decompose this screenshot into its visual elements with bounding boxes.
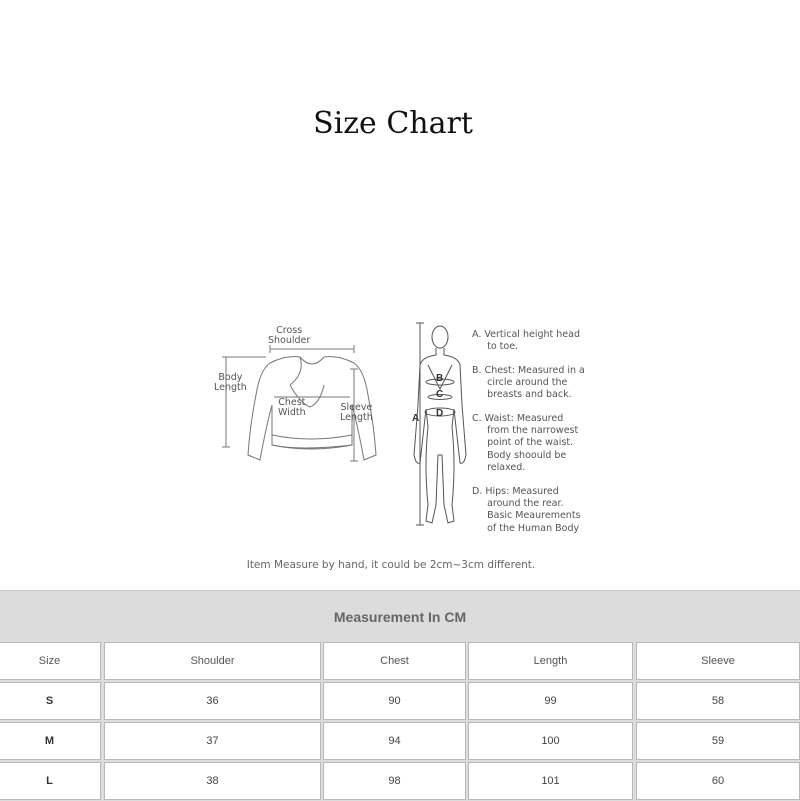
cross-shoulder-label: Cross Shoulder <box>268 325 311 346</box>
legend-b: B. Chest: Measured in a circle around the breasts and back. <box>472 365 585 401</box>
sleeve-length-label: Sleeve Length <box>340 402 373 423</box>
legend-a: A. Vertical height head to toe. <box>472 329 580 353</box>
column-header-shoulder: Shoulder <box>104 642 321 680</box>
table-cell-size: L <box>0 762 101 800</box>
measurement-table <box>0 590 800 801</box>
table-cell-chest: 94 <box>323 722 466 760</box>
table-cell-length: 100 <box>468 722 633 760</box>
body-letter-b: B <box>436 373 444 384</box>
table-cell-size: S <box>0 682 101 720</box>
table-cell-shoulder: 36 <box>104 682 321 720</box>
column-header-chest: Chest <box>323 642 466 680</box>
column-header-length: Length <box>468 642 633 680</box>
legend-d: D. Hips: Measured around the rear. Basic Meaurements of the Human Body <box>472 486 581 534</box>
table-cell-shoulder: 37 <box>104 722 321 760</box>
table-heading: Measurement In CM <box>333 609 467 625</box>
page-title: Size Chart <box>313 106 473 141</box>
body-letter-c: C <box>436 389 444 400</box>
table-cell-chest: 90 <box>323 682 466 720</box>
table-cell-shoulder: 38 <box>104 762 321 800</box>
table-cell-length: 101 <box>468 762 633 800</box>
column-header-size: Size <box>0 642 101 680</box>
table-cell-sleeve: 58 <box>636 682 800 720</box>
table-cell-sleeve: 59 <box>636 722 800 760</box>
table-cell-sleeve: 60 <box>636 762 800 800</box>
body-letter-a: A <box>412 413 420 424</box>
body-letter-d: D <box>436 408 444 419</box>
chest-width-label: Chest Width <box>278 397 306 418</box>
measure-note: Item Measure by hand, it could be 2cm~3cm different. <box>246 559 536 571</box>
column-header-sleeve: Sleeve <box>636 642 800 680</box>
legend-c: C. Waist: Measured from the narrowest point of the waist. Body shoould be relaxed. <box>472 413 579 473</box>
table-cell-length: 99 <box>468 682 633 720</box>
measurement-diagram <box>200 315 600 550</box>
table-cell-chest: 98 <box>323 762 466 800</box>
body-length-label: Body Length <box>214 372 247 393</box>
table-cell-size: M <box>0 722 101 760</box>
